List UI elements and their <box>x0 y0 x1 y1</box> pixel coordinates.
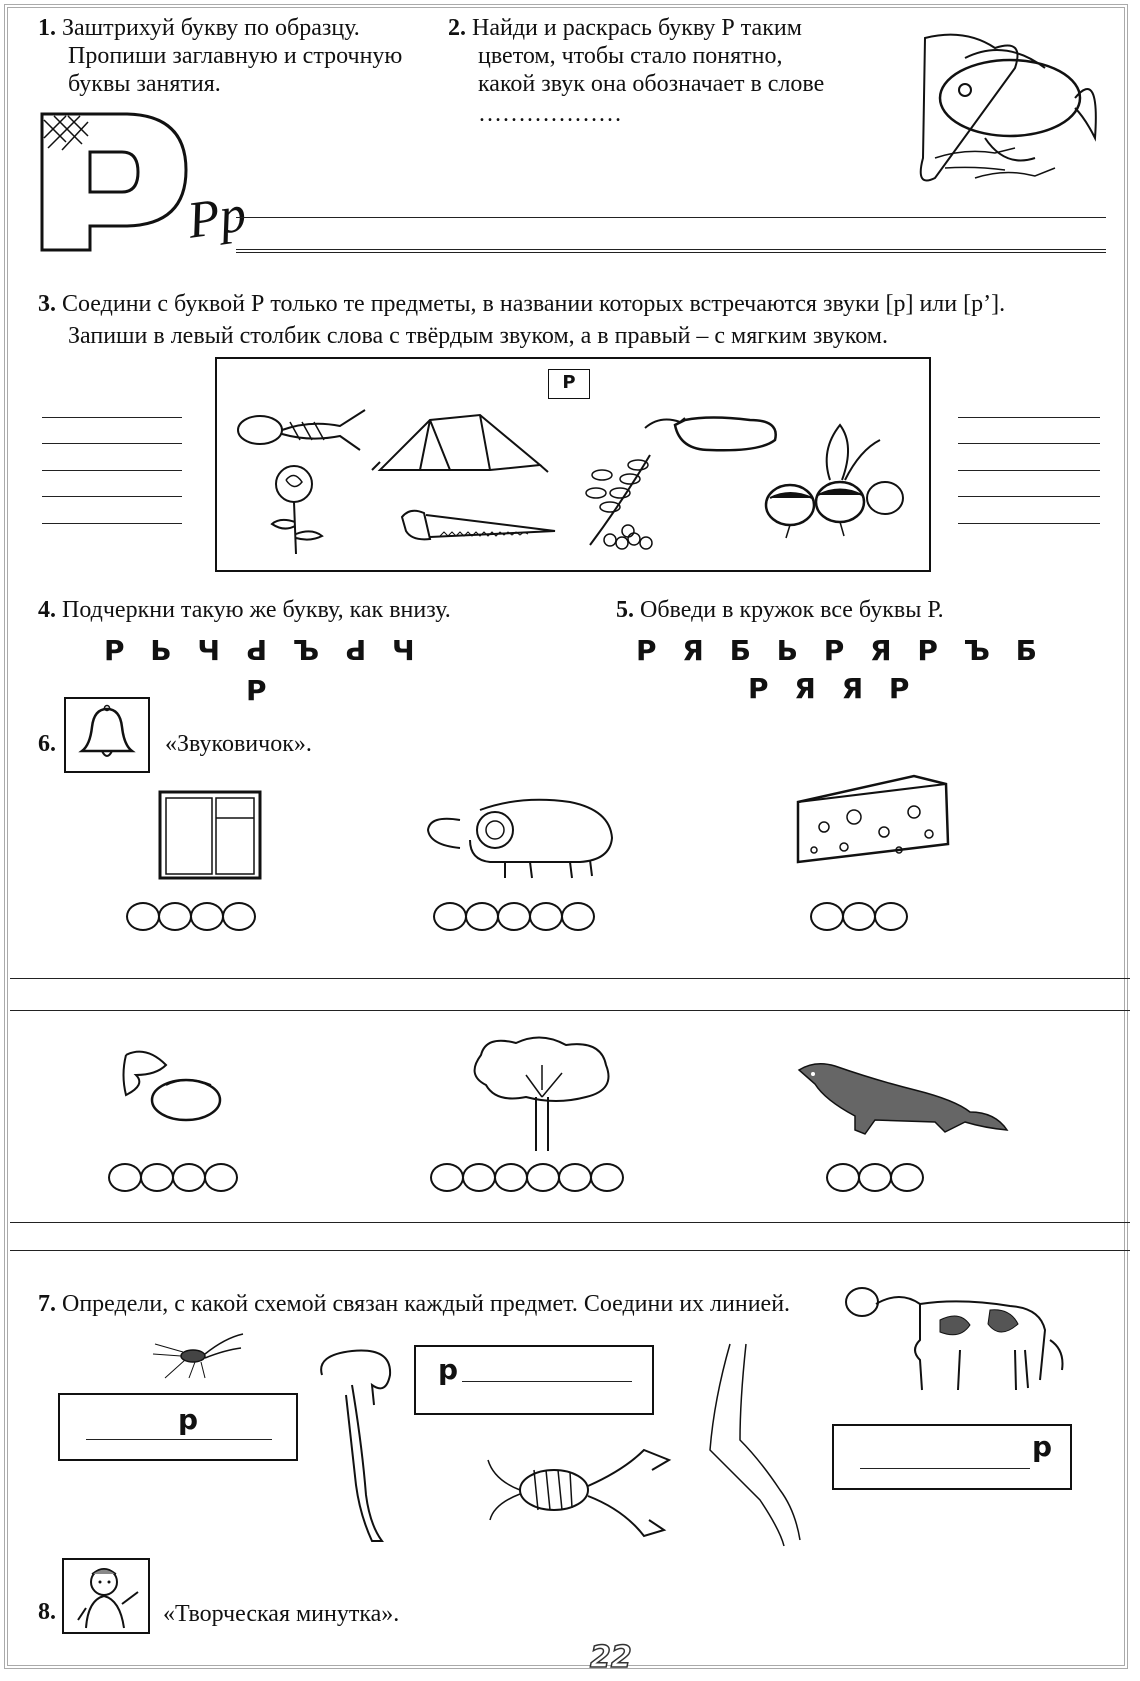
window-drawing <box>158 790 264 880</box>
boy-icon-frame <box>62 1558 150 1634</box>
scheme-letter: р <box>1032 1430 1053 1463</box>
fish-drawing <box>905 28 1105 193</box>
task4-instruction: 4. Подчеркни такую же букву, как внизу. <box>38 597 451 623</box>
tree-drawing <box>466 1035 616 1153</box>
sound-scheme-beet[interactable] <box>108 1163 236 1192</box>
task1-line3: буквы занятия. <box>68 71 221 97</box>
divider-4 <box>10 1250 1130 1251</box>
writing-line-base <box>236 252 1106 253</box>
divider-3 <box>10 1222 1130 1223</box>
boy-icon <box>72 1564 144 1630</box>
sound-scheme-tree[interactable] <box>430 1163 622 1192</box>
saw-drawing[interactable] <box>400 505 560 545</box>
task4-sample-letter: Р <box>246 674 275 707</box>
bell-icon <box>74 705 140 765</box>
task5-letter-row1[interactable]: Р Я Б Ь Р Я Р Ъ Б <box>636 634 1045 667</box>
scheme-letter: р <box>178 1403 199 1436</box>
writing-line-top <box>236 217 1106 218</box>
task2-line1: 2. Найди и раскрась букву Р таким <box>448 15 802 41</box>
cow-drawing[interactable] <box>840 1280 1070 1395</box>
ferret-drawing <box>795 1060 1010 1140</box>
task2-blank: ……………… <box>478 101 622 127</box>
task6-title: «Звуковичок». <box>165 731 312 757</box>
crayfish-drawing[interactable] <box>230 400 370 460</box>
task3-line1: 3. Соедини с буквой Р только те предметы, в названии которых встречаются звуки [р] или [р’]. <box>38 291 1006 317</box>
scheme-box-start[interactable] <box>414 1345 654 1415</box>
bell-icon-frame <box>64 697 150 773</box>
sound-scheme-cheese[interactable] <box>810 902 906 931</box>
mosquito-drawing[interactable] <box>145 1328 245 1380</box>
task6-num: 6. <box>38 731 56 757</box>
rowan-drawing[interactable] <box>580 445 660 555</box>
sound-scheme-window[interactable] <box>126 902 254 931</box>
task5-letter-row2[interactable]: Р Я Я Р <box>748 672 918 705</box>
scheme-box-middle[interactable] <box>58 1393 298 1461</box>
scheme-letter: р <box>438 1353 459 1386</box>
scheme-box-end[interactable] <box>832 1424 1072 1490</box>
radish-drawing[interactable] <box>760 420 910 540</box>
divider-2 <box>10 1010 1130 1011</box>
task1-line2: Пропиши заглавную и строчную <box>68 43 403 69</box>
page-number: 22 <box>590 1640 632 1675</box>
task4-letter-row[interactable]: Р Ь Ч Ԁ Ъ Ԁ Ч <box>104 634 423 667</box>
task1-line1: 1. Заштрихуй букву по образцу. <box>38 15 360 41</box>
script-letters: Рр <box>184 185 250 250</box>
arm-drawing[interactable] <box>700 1340 810 1550</box>
big-letter-r <box>36 108 196 258</box>
sound-scheme-ferret[interactable] <box>826 1163 922 1192</box>
crayfish-drawing-2[interactable] <box>484 1440 674 1548</box>
sound-scheme-ram[interactable] <box>433 902 593 931</box>
task8-title: «Творческая минутка». <box>163 1601 400 1627</box>
cheese-drawing <box>794 772 954 864</box>
letter-box-label: Р <box>562 372 576 393</box>
pepper-drawing[interactable] <box>640 410 780 455</box>
tent-drawing[interactable] <box>370 410 550 475</box>
task3-line2: Запиши в левый столбик слова с твёрдым звуком, а в правый – с мягким звуком. <box>68 323 888 349</box>
rose-drawing[interactable] <box>262 462 332 557</box>
task7-instruction: 7. Определи, с какой схемой связан каждый предмет. Соедини их линией. <box>38 1291 791 1317</box>
task5-instruction: 5. Обведи в кружок все буквы Р. <box>616 597 944 623</box>
letter-box[interactable] <box>548 369 590 399</box>
beet-drawing <box>116 1045 236 1125</box>
writing-line-bottom <box>236 249 1106 250</box>
task2-line2: цветом, чтобы стало понятно, <box>478 43 783 69</box>
ram-drawing <box>420 790 620 880</box>
divider-1 <box>10 978 1130 979</box>
axe-drawing[interactable] <box>312 1345 402 1545</box>
task2-line3: какой звук она обозначает в слове <box>478 71 825 97</box>
task8-num: 8. <box>38 1599 56 1625</box>
